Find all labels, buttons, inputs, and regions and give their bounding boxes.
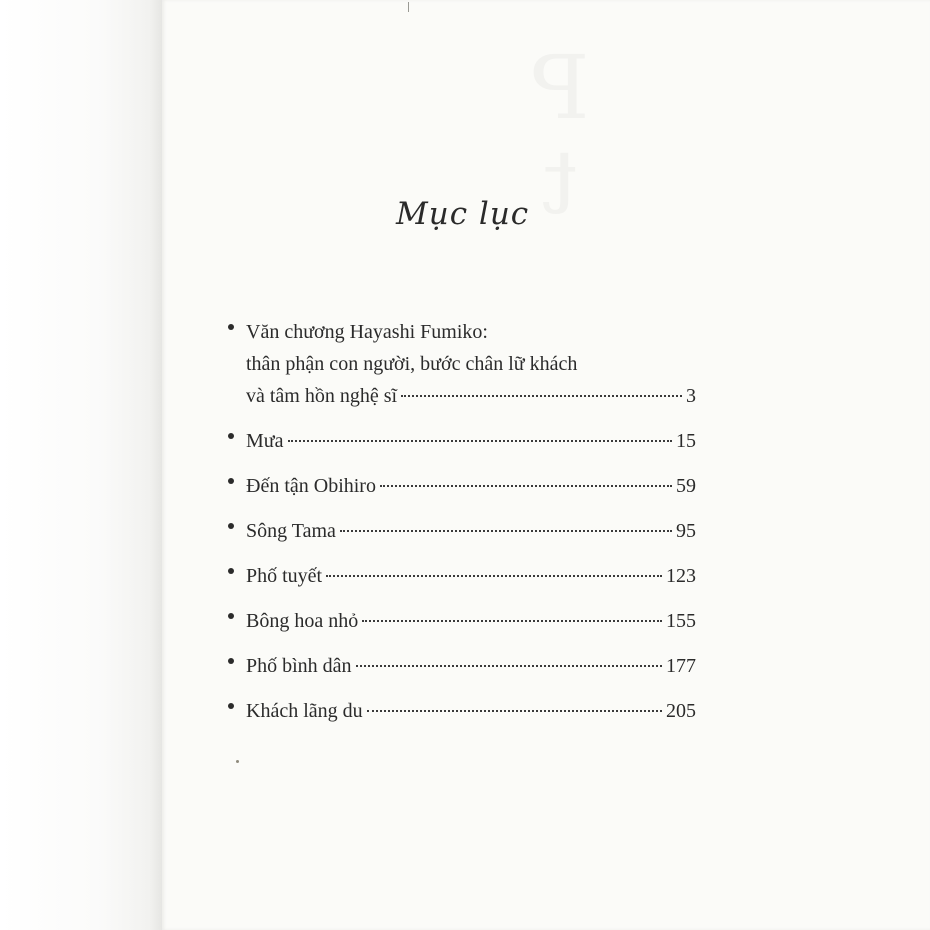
dot-leader [401,395,682,397]
toc-entry [228,605,696,637]
toc-entry-title: Khách lãng du [246,700,363,722]
dot-leader [356,665,662,667]
dot-leader [326,575,662,577]
toc-entry [228,695,696,727]
table-of-contents [228,316,696,740]
dot-leader [380,485,672,487]
dot-leader [340,530,672,532]
bullet-icon [228,658,234,664]
bullet-icon [228,433,234,439]
toc-entry [228,425,696,457]
dot-leader [362,620,662,622]
toc-entry-page: 15 [676,430,696,452]
bullet-icon [228,703,234,709]
toc-entry [228,515,696,547]
toc-entry [228,470,696,502]
toc-entry-page: 59 [676,475,696,497]
bullet-icon [228,324,234,330]
toc-entry-title-line: Văn chương Hayashi Fumiko: [246,321,488,343]
bullet-icon [228,478,234,484]
toc-entry-page: 3 [686,385,696,407]
page-edge-mark [408,2,409,12]
dot-leader [288,440,673,442]
toc-entry-title: Bông hoa nhỏ [246,610,359,632]
toc-entry [228,650,696,682]
toc-entry-title: và tâm hồn nghệ sĩ [246,385,398,407]
toc-entry-page: 95 [676,520,696,542]
toc-entry-title: Phố bình dân [246,655,352,677]
toc-entry [228,560,696,592]
toc-entry-title: Phố tuyết [246,565,323,587]
toc-entry-page: 123 [666,565,696,587]
page-title: Mục lục [396,196,530,232]
toc-entry-title: Mưa [246,430,284,452]
toc-entry-title-line: thân phận con người, bước chân lữ khách [246,353,578,375]
toc-entry-page: 205 [666,700,696,722]
bullet-icon [228,613,234,619]
toc-entry-title: Đến tận Obihiro [246,475,376,497]
facing-page-edge [0,0,162,930]
toc-entry-page: 155 [666,610,696,632]
bullet-icon [228,568,234,574]
dot-leader [367,710,662,712]
toc-entry-title: Sông Tama [246,520,336,542]
paper-speck [236,760,239,763]
bullet-icon [228,523,234,529]
toc-entry-page: 177 [666,655,696,677]
toc-entry [228,316,696,412]
